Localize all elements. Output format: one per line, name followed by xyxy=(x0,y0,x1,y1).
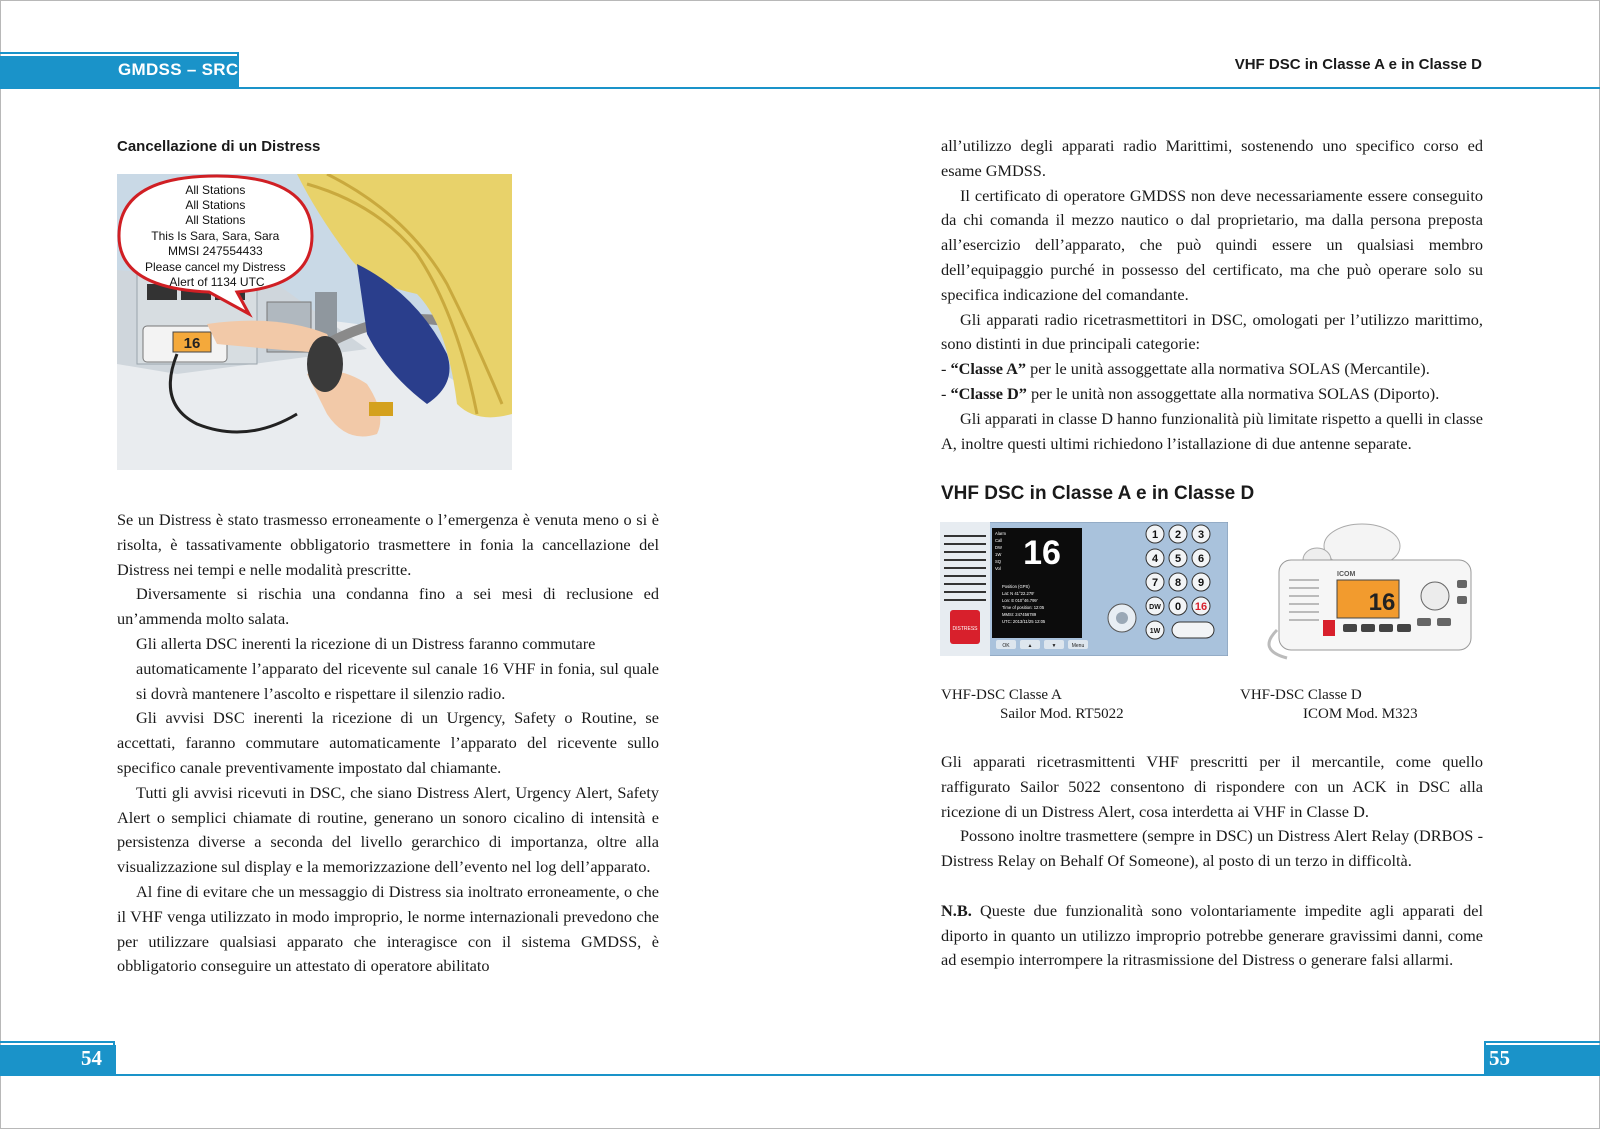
soft-key: OK xyxy=(1002,643,1010,649)
radio-a-channel: 16 xyxy=(1023,534,1061,572)
paragraph: Possono inoltre trasmettere (sempre in DSC) un Distress Alert Relay (DRBOS - Distress Relay on Behalf Of Someone), al posto di un terzo in difficoltà. xyxy=(941,826,1483,871)
info-line: Time of position: 12:05 xyxy=(1002,605,1045,610)
info-line: Position (GPS) xyxy=(1002,584,1030,589)
paragraph: Gli allerta DSC inerenti la ricezione di un Distress faranno commutare xyxy=(136,633,596,653)
keypad-key: 3 xyxy=(1197,529,1205,541)
running-header-right: VHF DSC in Classe A e in Classe D xyxy=(1234,56,1482,73)
nota-bene: N.B. Queste due funzionalità sono volontariamente impedite agli apparati del diporto in quanto un utilizzo improprio potrebbe generare gravissimi danni, come ad esempio interrompere la ritrasmissione del Distress o generare falsi allarmi. xyxy=(941,900,1483,970)
keypad-key: DW xyxy=(1149,604,1161,611)
soft-key: ▼ xyxy=(1051,643,1057,649)
keypad-key: 4 xyxy=(1151,553,1159,565)
footer-left-tab-border xyxy=(0,1041,115,1043)
bubble-line-7: Alert of 1134 UTC xyxy=(169,275,265,289)
running-header-left: GMDSS – SRC xyxy=(118,60,239,79)
header-tab-border xyxy=(0,52,239,54)
footer-right-tab-border xyxy=(1484,1041,1600,1043)
footer-rule xyxy=(0,1074,1600,1076)
status-label: SQ xyxy=(995,559,1002,564)
left-body-text xyxy=(117,508,659,979)
distress-cancel-illustration xyxy=(117,174,512,470)
bubble-line-5: MMSI 247554433 xyxy=(167,244,263,258)
paragraph: Gli apparati in classe D hanno funzionalità più limitate rispetto a quelli in classe A, inoltre questi ultimi richiedono l’istallazione di due antenne separate. xyxy=(941,408,1483,453)
keypad-key: 9 xyxy=(1197,577,1205,589)
icom-radio-image xyxy=(1257,520,1477,660)
info-line: MMSI: 247456789 xyxy=(1002,612,1037,617)
caption-radio-d-model: ICOM Mod. M323 xyxy=(1303,706,1418,722)
paragraph: Tutti gli avvisi ricevuti in DSC, che siano Distress Alert, Urgency Alert, Safety Alert o semplici chiamate di routine, generano un sonoro cicalino di intensità e persistenza diverse a seconda del livello gerarchico di importanza, oltre alla visualizzazione sul display e la memorizzazione dell’evento nel log dell’apparato. xyxy=(117,782,659,877)
info-line: UTC: 2013/11/25 12:05 xyxy=(1002,619,1046,624)
paragraph: Gli apparati ricetrasmittenti VHF prescritti per il mercantile, come quello raffigurato Sailor 5022 consentono di rispondere con un ACK in DSC alla ricezione di un Distress Alert, cosa interdetta ai VHF in Classe D. xyxy=(941,752,1483,821)
keypad-key: 1 xyxy=(1151,529,1159,541)
keypad-key: 5 xyxy=(1174,553,1182,565)
soft-key: ▲ xyxy=(1027,643,1033,649)
class-a-item: - “Classe A” per le unità assoggettate alla normativa SOLAS (Mercantile). xyxy=(941,359,1430,379)
header-rule xyxy=(0,87,1600,89)
soft-key: Menu xyxy=(1071,643,1085,649)
keypad-key: 1W xyxy=(1149,628,1161,635)
status-label: Alarm xyxy=(995,531,1006,536)
paragraph: automaticamente l’apparato del ricevente sul canale 16 VHF in fonia, sul quale si dovrà mantenere l’ascolto e rispettare il silenzio radio. xyxy=(136,658,659,703)
sailor-radio-image xyxy=(940,522,1228,656)
paragraph: Gli avvisi DSC inerenti la ricezione di un Urgency, Safety o Routine, se accettati, faranno commutare automaticamente l’apparato del ricevente sullo specifico canale preventivamente impostato dal chiamante. xyxy=(117,708,659,777)
bubble-line-1: All Stations xyxy=(185,183,246,197)
keypad-key: 16 xyxy=(1194,601,1208,613)
bubble-line-4: This Is Sara, Sara, Sara xyxy=(151,229,280,243)
brand-logo: ICOM xyxy=(1337,571,1356,578)
keypad-key: 7 xyxy=(1151,577,1159,589)
keypad-key: 2 xyxy=(1174,529,1182,541)
keypad-key: 8 xyxy=(1174,577,1182,589)
status-label: Vol xyxy=(995,566,1001,571)
paragraph: Il certificato di operatore GMDSS non deve necessariamente essere conseguito da chi comanda il mezzo nautico o dal proprietario, ma dalla persona preposta all’esercizio dell’apparato, che può quindi essere un qualsiasi membro dell’equipaggio purché in possesso del certificato, ma che può operare solo su specifica indicazione del comandante. xyxy=(941,185,1483,304)
caption-radio-a-model: Sailor Mod. RT5022 xyxy=(1000,706,1124,722)
class-d-item: - “Classe D” per le unità non assoggettate alla normativa SOLAS (Diporto). xyxy=(941,383,1440,403)
footer-left-tab-edge xyxy=(113,1041,115,1076)
radio-d-channel: 16 xyxy=(1368,589,1396,616)
figure-radio-channel: 16 xyxy=(183,335,201,352)
page-number-left: 54 xyxy=(81,1046,102,1070)
keypad-key: 6 xyxy=(1197,553,1205,565)
bubble-line-6: Please cancel my Distress xyxy=(144,260,286,274)
paragraph: Gli apparati radio ricetrasmettitori in DSC, omologati per l’utilizzo marittimo, sono distinti in due principali categorie: xyxy=(941,309,1483,354)
right-body-text-bottom xyxy=(941,750,1483,973)
section-heading: VHF DSC in Classe A e in Classe D xyxy=(941,483,1255,504)
bubble-line-2: All Stations xyxy=(185,198,246,212)
status-label: Call xyxy=(995,538,1003,543)
bubble-line-3: All Stations xyxy=(185,213,246,227)
keypad-key: 0 xyxy=(1174,601,1182,613)
status-label: DW xyxy=(995,545,1002,550)
caption-radio-d-title: VHF-DSC Classe D xyxy=(1240,687,1362,703)
caption-radio-a-title: VHF-DSC Classe A xyxy=(941,687,1062,703)
info-line: Lat: N 41°22.279' xyxy=(1002,591,1035,596)
paragraph: all’utilizzo degli apparati radio Marittimi, sostenendo uno specifico corso ed esame GMDSS. xyxy=(941,136,1483,180)
distress-button-label: DISTRESS xyxy=(952,626,978,632)
page-number-right: 55 xyxy=(1489,1046,1510,1070)
paragraph: Al fine di evitare che un messaggio di Distress sia inoltrato erroneamente, o che il VHF venga utilizzato in modo improprio, le norme internazionali prevedono che per utilizzare qualsiasi apparato che interagisce con il sistema GMDSS, è obbligatorio conseguire un attestato di operatore abilitato xyxy=(117,881,659,976)
info-line: Lon: E 010°46.799' xyxy=(1002,598,1038,603)
right-body-text-top xyxy=(941,134,1483,456)
section-title: Cancellazione di un Distress xyxy=(117,138,321,155)
paragraph: Se un Distress è stato trasmesso erroneamente o l’emergenza è venuta meno o si è risolta, è tassativamente obbligatorio trasmettere in fonia la cancellazione del Distress nei tempi e nelle modalità prescritte. xyxy=(117,510,659,579)
status-label: 1W xyxy=(995,552,1002,557)
footer-right-tab-edge xyxy=(1484,1041,1486,1076)
paragraph: Diversamente si rischia una condanna fino a sei mesi di reclusione ed un’ammenda molto salata. xyxy=(117,584,659,629)
